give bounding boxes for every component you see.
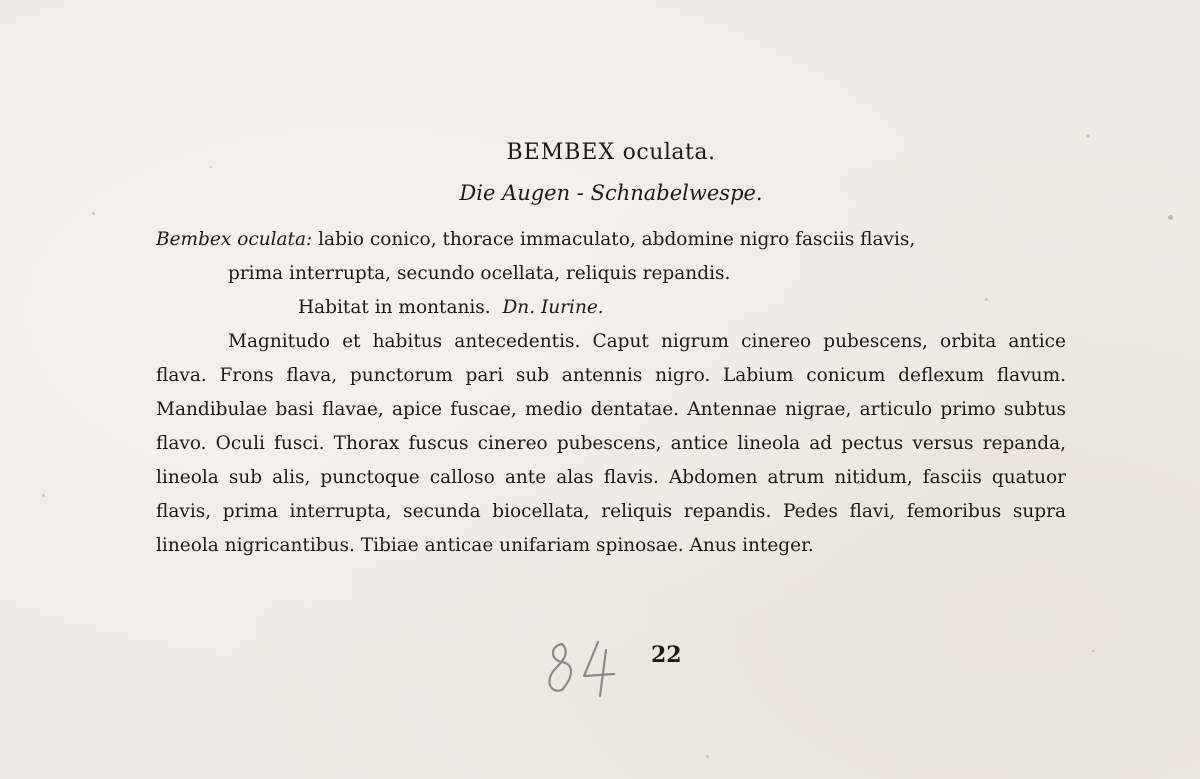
diagnosis-line-1 — [156, 223, 1066, 257]
species-title — [156, 140, 1066, 165]
habitat-line — [156, 291, 1066, 325]
genus-name: BEMBEX — [506, 140, 616, 165]
habitat-text: Habitat in montanis. — [298, 297, 491, 318]
common-name: Die Augen - Schnabelwespe. — [459, 181, 763, 205]
diagnosis-line-2: prima interrupta, secundo ocellata, reliquis repandis. — [228, 263, 731, 284]
diagnosis-text-1: labio conico, thorace immaculato, abdomine nigro fasciis flavis, — [318, 229, 916, 250]
page-footer — [540, 632, 740, 702]
page-content — [156, 140, 1066, 563]
species-name: oculata. — [622, 140, 716, 165]
page-number: 22 — [651, 642, 682, 668]
diagnosis-species-name: Bembex oculata: — [156, 229, 313, 250]
description-paragraph: Magnitudo et habitus antecedentis. Caput nigrum cinereo pubescens, orbita antice flava. Frons flava, punctorum pari sub antennis nigro. Labium conicum deflexum flavum. Mandibulae basi flavae, apice fuscae, medio dentatae. Antennae nigrae, articulo primo subtus flavo. Oculi fusci. Thorax fuscus cinereo pubescens, antice lineola ad pectus versus repanda, lineola sub alis, punctoque calloso ante alas flavis. Abdomen atrum nitidum, fasciis quatuor flavis, prima interrupta, secunda biocellata, reliquis repandis. Pedes flavi, femoribus supra lineola nigricantibus. Tibiae anticae unifariam spinosae. Anus integer. — [156, 331, 1066, 556]
author-name: Dn. Iurine. — [502, 297, 604, 318]
pencil-annotation-84 — [540, 632, 630, 702]
